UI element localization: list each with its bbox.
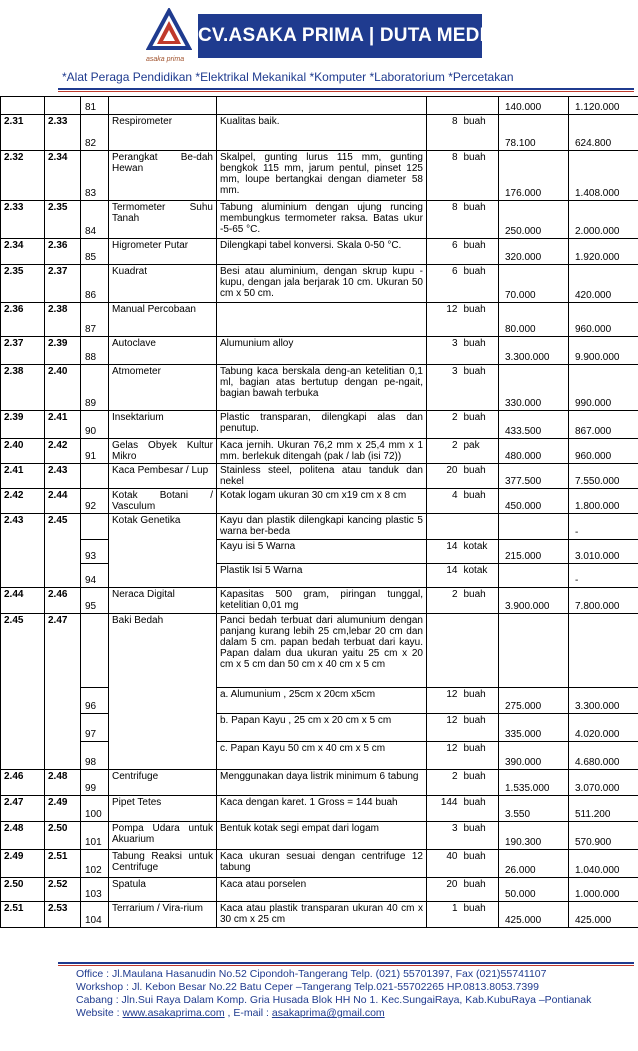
- cell-tot: 1.040.000: [569, 850, 638, 878]
- cell-c2: 2.46: [45, 588, 81, 614]
- table-row: [1, 115, 638, 151]
- cell-sp: Menggunakan daya listrik minimum 6 tabung: [217, 770, 427, 796]
- cell-nm: Kuadrat: [109, 265, 217, 303]
- cell-c1: 2.44: [1, 588, 45, 614]
- table-row: [1, 337, 638, 365]
- cell-qty: 20: [427, 878, 461, 902]
- cell-nm: [109, 97, 217, 115]
- cell-tot: 1.920.000: [569, 239, 638, 265]
- cell-qty: 144: [427, 796, 461, 822]
- cell-sp: Besi atau aluminium, dengan skrup kupu - kupu, dengan jala berjarak 10 cm. Ukuran 50 cm x 50 cm.: [217, 265, 427, 303]
- table-row: [1, 614, 638, 688]
- cell-nm: Tabung Reaksi untuk Centrifuge: [109, 850, 217, 878]
- cell-c1: 2.50: [1, 878, 45, 902]
- cell-c2: 2.48: [45, 770, 81, 796]
- cell-nm: Respirometer: [109, 115, 217, 151]
- cell-c2: 2.45: [45, 514, 81, 588]
- cell-sp: [217, 303, 427, 337]
- cell-tot: 425.000: [569, 902, 638, 928]
- cell-no: 100: [81, 796, 109, 822]
- cell-tot: 1.120.000: [569, 97, 638, 115]
- cell-no: 99: [81, 770, 109, 796]
- cell-pr: 425.000: [499, 902, 569, 928]
- cell-un: buah: [461, 742, 499, 770]
- cell-c2: 2.49: [45, 796, 81, 822]
- cell-nm: Autoclave: [109, 337, 217, 365]
- cell-no: [81, 464, 109, 489]
- cell-qty: 12: [427, 742, 461, 770]
- cell-sp: b. Papan Kayu , 25 cm x 20 cm x 5 cm: [217, 714, 427, 742]
- cell-tot: 420.000: [569, 265, 638, 303]
- cell-no: 82: [81, 115, 109, 151]
- cell-un: buah: [461, 588, 499, 614]
- cell-c1: 2.41: [1, 464, 45, 489]
- cell-pr: 78.100: [499, 115, 569, 151]
- table-row: [1, 151, 638, 201]
- cell-pr: 250.000: [499, 201, 569, 239]
- cell-no: 81: [81, 97, 109, 115]
- cell-nm: Termometer Suhu Tanah: [109, 201, 217, 239]
- cell-qty: 12: [427, 714, 461, 742]
- table-row: [1, 850, 638, 878]
- cell-tot: 1.000.000: [569, 878, 638, 902]
- cell-pr: [499, 514, 569, 540]
- cell-pr: 140.000: [499, 97, 569, 115]
- table-row: [1, 201, 638, 239]
- cell-qty: 3: [427, 365, 461, 411]
- cell-pr: 320.000: [499, 239, 569, 265]
- cell-nm: Perangkat Be-dah Hewan: [109, 151, 217, 201]
- cell-c1: 2.31: [1, 115, 45, 151]
- cell-nm: Neraca Digital: [109, 588, 217, 614]
- cell-tot: -: [569, 564, 638, 588]
- cell-c2: 2.50: [45, 822, 81, 850]
- cell-qty: 4: [427, 489, 461, 514]
- table-row: [1, 878, 638, 902]
- cell-sp: Kualitas baik.: [217, 115, 427, 151]
- cell-c2: 2.34: [45, 151, 81, 201]
- cell-nm: Gelas Obyek Kultur Mikro: [109, 439, 217, 464]
- cell-no: 92: [81, 489, 109, 514]
- cell-nm: Kotak Botani / Vasculum: [109, 489, 217, 514]
- cell-nm: Pompa Udara untuk Akuarium: [109, 822, 217, 850]
- cell-nm: Insektarium: [109, 411, 217, 439]
- cell-qty: 2: [427, 439, 461, 464]
- website-link[interactable]: www.asakaprima.com: [122, 1007, 225, 1019]
- cell-pr: 80.000: [499, 303, 569, 337]
- cell-qty: 3: [427, 822, 461, 850]
- cell-nm: Spatula: [109, 878, 217, 902]
- cell-un: buah: [461, 151, 499, 201]
- table-row: [1, 902, 638, 928]
- footer-divider: [58, 962, 634, 964]
- cell-qty: [427, 514, 461, 540]
- cell-un: buah: [461, 239, 499, 265]
- cell-c1: 2.32: [1, 151, 45, 201]
- cell-tot: 7.800.000: [569, 588, 638, 614]
- cell-pr: 480.000: [499, 439, 569, 464]
- cell-no: 86: [81, 265, 109, 303]
- cell-tot: [569, 614, 638, 688]
- cell-un: [461, 614, 499, 688]
- cell-c1: 2.42: [1, 489, 45, 514]
- cell-no: 97: [81, 714, 109, 742]
- cell-nm: Manual Percobaan: [109, 303, 217, 337]
- cell-un: [461, 514, 499, 540]
- cell-sp: c. Papan Kayu 50 cm x 40 cm x 5 cm: [217, 742, 427, 770]
- cell-no: 84: [81, 201, 109, 239]
- cell-sp: Dilengkapi tabel konversi. Skala 0-50 °C.: [217, 239, 427, 265]
- cell-c2: 2.51: [45, 850, 81, 878]
- cell-c1: 2.48: [1, 822, 45, 850]
- table-row: [1, 770, 638, 796]
- cell-tot: 3.070.000: [569, 770, 638, 796]
- email-link[interactable]: asakaprima@gmail.com: [271, 1007, 385, 1019]
- cell-qty: 8: [427, 201, 461, 239]
- website-label: Website :: [76, 1007, 123, 1019]
- cell-un: kotak: [461, 540, 499, 564]
- cell-un: buah: [461, 265, 499, 303]
- cell-no: 89: [81, 365, 109, 411]
- cell-no: 102: [81, 850, 109, 878]
- cell-no: 83: [81, 151, 109, 201]
- cell-no: 90: [81, 411, 109, 439]
- header-divider: [58, 88, 634, 90]
- table-row: [1, 239, 638, 265]
- cell-pr: 330.000: [499, 365, 569, 411]
- cell-c2: 2.36: [45, 239, 81, 265]
- office-address: Office : Jl.Maulana Hasanudin No.52 Cipondoh-Tangerang Telp. (021) 55701397, Fax (021)55741107: [76, 968, 547, 980]
- footer: [76, 968, 591, 1020]
- cell-pr: 190.300: [499, 822, 569, 850]
- cell-sp: Kayu isi 5 Warna: [217, 540, 427, 564]
- cell-c1: 2.45: [1, 614, 45, 770]
- cell-un: buah: [461, 902, 499, 928]
- cell-qty: 3: [427, 337, 461, 365]
- cell-un: buah: [461, 411, 499, 439]
- cell-pr: 3.300.000: [499, 337, 569, 365]
- table-row: [1, 303, 638, 337]
- cell-pr: 70.000: [499, 265, 569, 303]
- cell-sp: Stainless steel, politena atau tanduk dan nekel: [217, 464, 427, 489]
- cell-un: buah: [461, 878, 499, 902]
- cell-c1: 2.47: [1, 796, 45, 822]
- cell-tot: 960.000: [569, 303, 638, 337]
- email-label: , E-mail :: [224, 1007, 272, 1019]
- cell-c2: 2.35: [45, 201, 81, 239]
- cell-no: 104: [81, 902, 109, 928]
- cell-un: buah: [461, 489, 499, 514]
- table-row: [1, 688, 638, 714]
- cell-tot: 960.000: [569, 439, 638, 464]
- cell-no: 95: [81, 588, 109, 614]
- cell-c1: 2.33: [1, 201, 45, 239]
- cell-qty: [427, 614, 461, 688]
- cell-c2: 2.33: [45, 115, 81, 151]
- cell-pr: 377.500: [499, 464, 569, 489]
- cell-pr: 275.000: [499, 688, 569, 714]
- cell-nm: Kaca Pembesar / Lup: [109, 464, 217, 489]
- tagline: *Alat Peraga Pendidikan *Elektrikal Mekanikal *Komputer *Laboratorium *Percetakan: [62, 70, 514, 84]
- cell-qty: 6: [427, 239, 461, 265]
- cell-qty: 12: [427, 303, 461, 337]
- cell-no: 87: [81, 303, 109, 337]
- table-row: [1, 540, 638, 564]
- cell-tot: 511.200: [569, 796, 638, 822]
- cell-sp: Kotak logam ukuran 30 cm x19 cm x 8 cm: [217, 489, 427, 514]
- cell-nm: Baki Bedah: [109, 614, 217, 770]
- cell-pr: 176.000: [499, 151, 569, 201]
- brand-subtitle: asaka prima: [146, 56, 185, 63]
- cell-c1: 2.37: [1, 337, 45, 365]
- cell-no: 98: [81, 742, 109, 770]
- cell-qty: 2: [427, 770, 461, 796]
- cell-qty: 14: [427, 540, 461, 564]
- cell-no: [81, 614, 109, 688]
- cell-nm: Centrifuge: [109, 770, 217, 796]
- cell-sp: [217, 97, 427, 115]
- cell-sp: Alumunium alloy: [217, 337, 427, 365]
- cell-nm: Kotak Genetika: [109, 514, 217, 588]
- cell-sp: Kaca atau porselen: [217, 878, 427, 902]
- cell-c2: 2.53: [45, 902, 81, 928]
- cell-pr: 26.000: [499, 850, 569, 878]
- cell-un: buah: [461, 850, 499, 878]
- cell-sp: Kayu dan plastik dilengkapi kancing plastic 5 warna ber-beda: [217, 514, 427, 540]
- cell-sp: Tabung aluminium dengan ujung runcing membungkus termometer raksa. Batas ukur -5-65 °C.: [217, 201, 427, 239]
- cell-sp: Skalpel, gunting lurus 115 mm, gunting bengkok 115 mm, jarum pentul, pinset 125 mm, loupe bertangkai dengan diameter 58 mm.: [217, 151, 427, 201]
- cell-pr: 3.900.000: [499, 588, 569, 614]
- header-divider-accent: [58, 91, 634, 92]
- table-row: [1, 439, 638, 464]
- cell-tot: 9.900.000: [569, 337, 638, 365]
- workshop-address: Workshop : Jl. Kebon Besar No.22 Batu Ceper –Tangerang Telp.021-55702265 HP.0813.8053.7399: [76, 981, 539, 993]
- cell-c2: 2.41: [45, 411, 81, 439]
- cell-tot: 7.550.000: [569, 464, 638, 489]
- cell-tot: -: [569, 514, 638, 540]
- cell-pr: 450.000: [499, 489, 569, 514]
- cell-sp: Kaca jernih. Ukuran 76,2 mm x 25,4 mm x 1 mm. berlekuk ditengah (pak / lab (isi 72)): [217, 439, 427, 464]
- cell-c1: [1, 97, 45, 115]
- cell-tot: 4.680.000: [569, 742, 638, 770]
- cell-pr: [499, 564, 569, 588]
- cell-c1: 2.36: [1, 303, 45, 337]
- cell-no: 94: [81, 564, 109, 588]
- cell-no: 101: [81, 822, 109, 850]
- cell-qty: 1: [427, 902, 461, 928]
- table-row: [1, 796, 638, 822]
- cell-un: buah: [461, 337, 499, 365]
- cell-un: buah: [461, 714, 499, 742]
- cell-c1: 2.34: [1, 239, 45, 265]
- cell-c2: 2.42: [45, 439, 81, 464]
- cell-c2: 2.44: [45, 489, 81, 514]
- cell-un: buah: [461, 115, 499, 151]
- table-row: [1, 564, 638, 588]
- cell-un: [461, 97, 499, 115]
- cell-no: 88: [81, 337, 109, 365]
- brand-name: CV.ASAKA PRIMA | DUTA MEDIA GROUP: [198, 14, 482, 58]
- table-row: [1, 742, 638, 770]
- cell-sp: Panci bedah terbuat dari alumunium dengan panjang kurang lebih 25 cm,lebar 20 cm dan dalam 5 cm. papan bedah terbuat dari kayu. Papan dalam dua ukuran yaitu 25 cm x 20 cm x 5 cm dan 50 cm x 40 cm x 5 cm: [217, 614, 427, 688]
- cell-un: buah: [461, 464, 499, 489]
- cell-sp: Bentuk kotak segi empat dari logam: [217, 822, 427, 850]
- cell-qty: 12: [427, 688, 461, 714]
- table-row: [1, 265, 638, 303]
- cell-tot: 3.300.000: [569, 688, 638, 714]
- cell-tot: 4.020.000: [569, 714, 638, 742]
- footer-divider-accent: [58, 965, 634, 966]
- table-row: [1, 822, 638, 850]
- table-row: [1, 97, 638, 115]
- cell-qty: 8: [427, 151, 461, 201]
- cell-qty: 2: [427, 588, 461, 614]
- cell-c1: 2.38: [1, 365, 45, 411]
- cell-c2: [45, 97, 81, 115]
- cell-un: kotak: [461, 564, 499, 588]
- cell-sp: a. Alumunium , 25cm x 20cm x5cm: [217, 688, 427, 714]
- cell-pr: 1.535.000: [499, 770, 569, 796]
- cell-sp: Kaca ukuran sesuai dengan centrifuge 12 tabung: [217, 850, 427, 878]
- cell-tot: 570.900: [569, 822, 638, 850]
- cell-tot: 624.800: [569, 115, 638, 151]
- cell-c2: 2.38: [45, 303, 81, 337]
- cell-c2: 2.40: [45, 365, 81, 411]
- cell-c2: 2.43: [45, 464, 81, 489]
- cell-no: 93: [81, 540, 109, 564]
- cell-sp: Kaca atau plastik transparan ukuran 40 cm x 30 cm x 25 cm: [217, 902, 427, 928]
- cell-sp: Plastik Isi 5 Warna: [217, 564, 427, 588]
- table-row: [1, 514, 638, 540]
- branch-address: Cabang : Jln.Sui Raya Dalam Komp. Gria Husada Blok HH No 1. Kec.SungaiRaya, Kab.KubuRaya –Pontianak: [76, 994, 592, 1006]
- cell-sp: Kaca dengan karet. 1 Gross = 144 buah: [217, 796, 427, 822]
- cell-un: buah: [461, 201, 499, 239]
- cell-nm: Higrometer Putar: [109, 239, 217, 265]
- table-row: [1, 588, 638, 614]
- cell-qty: 14: [427, 564, 461, 588]
- cell-c1: 2.43: [1, 514, 45, 588]
- cell-c2: 2.39: [45, 337, 81, 365]
- letterhead: [0, 0, 638, 100]
- cell-c1: 2.35: [1, 265, 45, 303]
- cell-pr: 50.000: [499, 878, 569, 902]
- table-row: [1, 464, 638, 489]
- cell-sp: Tabung kaca berskala deng-an ketelitian 0,1 ml, bagian atas bertutup dengan pe-ngait, bagian bawah terbuka: [217, 365, 427, 411]
- items-table: [0, 96, 638, 928]
- cell-qty: [427, 97, 461, 115]
- cell-no: 85: [81, 239, 109, 265]
- cell-un: buah: [461, 796, 499, 822]
- company-logo-icon: [146, 8, 192, 54]
- cell-sp: Plastic transparan, dilengkapi alas dan penutup.: [217, 411, 427, 439]
- cell-c1: 2.51: [1, 902, 45, 928]
- cell-pr: 3.550: [499, 796, 569, 822]
- cell-c1: 2.46: [1, 770, 45, 796]
- cell-qty: 8: [427, 115, 461, 151]
- cell-no: [81, 514, 109, 540]
- cell-nm: Terrarium / Vira-rium: [109, 902, 217, 928]
- cell-no: 103: [81, 878, 109, 902]
- cell-sp: Kapasitas 500 gram, piringan tunggal, ketelitian 0,01 mg: [217, 588, 427, 614]
- cell-pr: 390.000: [499, 742, 569, 770]
- cell-no: 96: [81, 688, 109, 714]
- cell-c2: 2.47: [45, 614, 81, 770]
- cell-c1: 2.40: [1, 439, 45, 464]
- cell-qty: 2: [427, 411, 461, 439]
- cell-qty: 6: [427, 265, 461, 303]
- table-row: [1, 365, 638, 411]
- cell-pr: 433.500: [499, 411, 569, 439]
- cell-tot: 1.408.000: [569, 151, 638, 201]
- cell-nm: Pipet Tetes: [109, 796, 217, 822]
- cell-c2: 2.52: [45, 878, 81, 902]
- cell-tot: 1.800.000: [569, 489, 638, 514]
- cell-un: pak: [461, 439, 499, 464]
- cell-c1: 2.39: [1, 411, 45, 439]
- cell-tot: 2.000.000: [569, 201, 638, 239]
- cell-c1: 2.49: [1, 850, 45, 878]
- cell-qty: 40: [427, 850, 461, 878]
- cell-pr: [499, 614, 569, 688]
- cell-un: buah: [461, 822, 499, 850]
- table-row: [1, 411, 638, 439]
- cell-un: buah: [461, 688, 499, 714]
- cell-tot: 867.000: [569, 411, 638, 439]
- cell-un: buah: [461, 303, 499, 337]
- cell-un: buah: [461, 770, 499, 796]
- cell-un: buah: [461, 365, 499, 411]
- table-row: [1, 714, 638, 742]
- cell-pr: 215.000: [499, 540, 569, 564]
- cell-nm: Atmometer: [109, 365, 217, 411]
- cell-qty: 20: [427, 464, 461, 489]
- cell-c2: 2.37: [45, 265, 81, 303]
- cell-no: 91: [81, 439, 109, 464]
- cell-pr: 335.000: [499, 714, 569, 742]
- cell-tot: 990.000: [569, 365, 638, 411]
- table-row: [1, 489, 638, 514]
- contact-line: [76, 1007, 591, 1020]
- cell-tot: 3.010.000: [569, 540, 638, 564]
